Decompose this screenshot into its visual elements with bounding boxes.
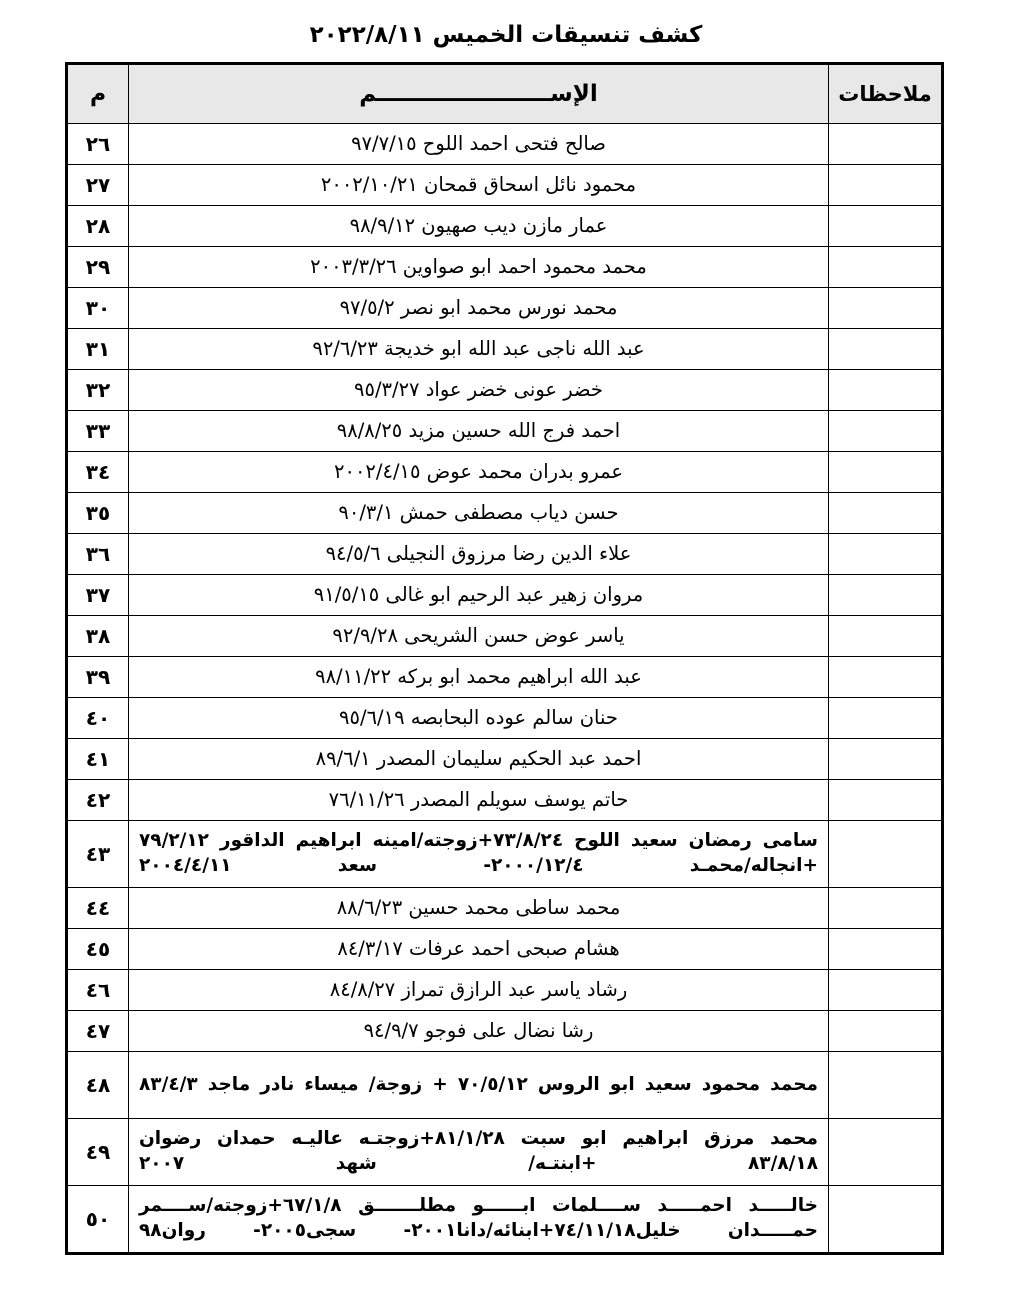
cell-name: احمد فرج الله حسين مزيد ٩٨/٨/٢٥ <box>129 411 829 452</box>
cell-number: ٤٣ <box>67 821 129 888</box>
table-row <box>67 1186 943 1254</box>
table-row <box>67 206 943 247</box>
cell-name: علاء الدين رضا مرزوق النجيلى ٩٤/٥/٦ <box>129 534 829 575</box>
cell-number: ٤٤ <box>67 888 129 929</box>
cell-name: محمد محمود سعيد ابو الروس ٧٠/٥/١٢ + زوجة/ ميساء نادر ماجد ٨٣/٤/٣ <box>129 1052 829 1119</box>
cell-name: عمرو بدران محمد عوض ٢٠٠٢/٤/١٥ <box>129 452 829 493</box>
cell-number: ٣٤ <box>67 452 129 493</box>
cell-notes <box>829 1011 943 1052</box>
cell-notes <box>829 1052 943 1119</box>
cell-name: هشام صبحى احمد عرفات ٨٤/٣/١٧ <box>129 929 829 970</box>
table-row <box>67 534 943 575</box>
cell-notes <box>829 329 943 370</box>
table-row <box>67 888 943 929</box>
cell-number: ٤٦ <box>67 970 129 1011</box>
cell-notes <box>829 165 943 206</box>
cell-notes <box>829 411 943 452</box>
table-row <box>67 929 943 970</box>
table-row <box>67 165 943 206</box>
cell-name: حسن دياب مصطفى حمش ٩٠/٣/١ <box>129 493 829 534</box>
cell-name: عبد الله ناجى عبد الله ابو خديجة ٩٢/٦/٢٣ <box>129 329 829 370</box>
table-row <box>67 247 943 288</box>
cell-name: محمد محمود احمد ابو صواوين ٢٠٠٣/٣/٢٦ <box>129 247 829 288</box>
cell-notes <box>829 124 943 165</box>
cell-notes <box>829 929 943 970</box>
cell-number: ٣١ <box>67 329 129 370</box>
cell-notes <box>829 493 943 534</box>
cell-notes <box>829 370 943 411</box>
cell-name: خالـــــد احمـــــد ســــلمات ابــــــو مطلـــــــق ٦٧/١/٨+زوجته/ســــمر حمـــــدان خليل٧٤/١١/١٨+ابنائه/دانا٢٠٠١- سجى٢٠٠٥- روان٩٨ <box>129 1186 829 1254</box>
table-row <box>67 780 943 821</box>
cell-number: ٣٦ <box>67 534 129 575</box>
cell-notes <box>829 698 943 739</box>
page-title: كشف تنسيقات الخميس ٢٠٢٢/٨/١١ <box>309 22 703 48</box>
cell-number: ٤٩ <box>67 1119 129 1186</box>
table-row <box>67 411 943 452</box>
cell-number: ٢٦ <box>67 124 129 165</box>
table-row <box>67 821 943 888</box>
cell-name: صالح فتحى احمد اللوح ٩٧/٧/١٥ <box>129 124 829 165</box>
cell-number: ٣٢ <box>67 370 129 411</box>
cell-number: ٤٧ <box>67 1011 129 1052</box>
cell-number: ٣٠ <box>67 288 129 329</box>
cell-number: ٣٣ <box>67 411 129 452</box>
table-row <box>67 657 943 698</box>
cell-number: ٤٢ <box>67 780 129 821</box>
cell-notes <box>829 970 943 1011</box>
table-row <box>67 970 943 1011</box>
cell-name: حاتم يوسف سويلم المصدر ٧٦/١١/٢٦ <box>129 780 829 821</box>
table-row <box>67 493 943 534</box>
cell-notes <box>829 657 943 698</box>
coordination-table <box>65 62 944 1255</box>
cell-notes <box>829 821 943 888</box>
table-row <box>67 370 943 411</box>
cell-notes <box>829 780 943 821</box>
table-container <box>0 62 1012 1255</box>
cell-notes <box>829 888 943 929</box>
cell-notes <box>829 288 943 329</box>
cell-notes <box>829 1186 943 1254</box>
table-row <box>67 698 943 739</box>
cell-number: ٤٠ <box>67 698 129 739</box>
table-row <box>67 452 943 493</box>
column-header-name: الإســــــــــــــــــــــم <box>129 64 829 124</box>
cell-name: عمار مازن ديب صهيون ٩٨/٩/١٢ <box>129 206 829 247</box>
column-header-number: م <box>67 64 129 124</box>
cell-name: محمود نائل اسحاق قمحان ٢٠٠٢/١٠/٢١ <box>129 165 829 206</box>
cell-name: مروان زهير عبد الرحيم ابو غالى ٩١/٥/١٥ <box>129 575 829 616</box>
cell-notes <box>829 1119 943 1186</box>
cell-number: ٣٩ <box>67 657 129 698</box>
cell-name: احمد عبد الحكيم سليمان المصدر ٨٩/٦/١ <box>129 739 829 780</box>
cell-name: عبد الله ابراهيم محمد ابو بركه ٩٨/١١/٢٢ <box>129 657 829 698</box>
cell-name: محمد مرزق ابراهيم ابو سبت ٨١/١/٢٨+زوجتـه عاليـه حمدان رضوان ٨٣/٨/١٨ +ابنتـه/ شهد ٢٠٠٧ <box>129 1119 829 1186</box>
cell-name: سامى رمضان سعيد اللوح ٧٣/٨/٢٤+زوجته/امينه ابراهيم الداقور ٧٩/٢/١٢ +انجاله/محمـد ٢٠٠٠/١٢/٤- سعد ٢٠٠٤/٤/١١ <box>129 821 829 888</box>
cell-name: رشاد ياسر عبد الرازق تمراز ٨٤/٨/٢٧ <box>129 970 829 1011</box>
cell-number: ٢٩ <box>67 247 129 288</box>
document-page <box>0 22 1012 1302</box>
cell-notes <box>829 575 943 616</box>
cell-notes <box>829 616 943 657</box>
table-header-row <box>67 64 943 124</box>
table-row <box>67 329 943 370</box>
cell-number: ٥٠ <box>67 1186 129 1254</box>
table-row <box>67 288 943 329</box>
table-row <box>67 1011 943 1052</box>
table-row <box>67 124 943 165</box>
cell-name: خضر عونى خضر عواد ٩٥/٣/٢٧ <box>129 370 829 411</box>
cell-name: حنان سالم عوده البحابصه ٩٥/٦/١٩ <box>129 698 829 739</box>
cell-notes <box>829 247 943 288</box>
cell-number: ٣٨ <box>67 616 129 657</box>
cell-name: محمد نورس محمد ابو نصر ٩٧/٥/٢ <box>129 288 829 329</box>
cell-number: ٣٧ <box>67 575 129 616</box>
cell-notes <box>829 452 943 493</box>
table-header <box>67 64 943 124</box>
cell-number: ٤٥ <box>67 929 129 970</box>
table-row <box>67 616 943 657</box>
cell-number: ٤٨ <box>67 1052 129 1119</box>
column-header-notes: ملاحظات <box>829 64 943 124</box>
table-row <box>67 739 943 780</box>
cell-notes <box>829 739 943 780</box>
cell-notes <box>829 534 943 575</box>
table-body <box>67 124 943 1254</box>
cell-number: ٢٧ <box>67 165 129 206</box>
table-row <box>67 575 943 616</box>
cell-notes <box>829 206 943 247</box>
cell-name: رشا نضال على فوجو ٩٤/٩/٧ <box>129 1011 829 1052</box>
cell-name: ياسر عوض حسن الشريحى ٩٢/٩/٢٨ <box>129 616 829 657</box>
cell-number: ٤١ <box>67 739 129 780</box>
table-row <box>67 1119 943 1186</box>
cell-number: ٣٥ <box>67 493 129 534</box>
cell-name: محمد ساطى محمد حسين ٨٨/٦/٢٣ <box>129 888 829 929</box>
cell-number: ٢٨ <box>67 206 129 247</box>
table-row <box>67 1052 943 1119</box>
